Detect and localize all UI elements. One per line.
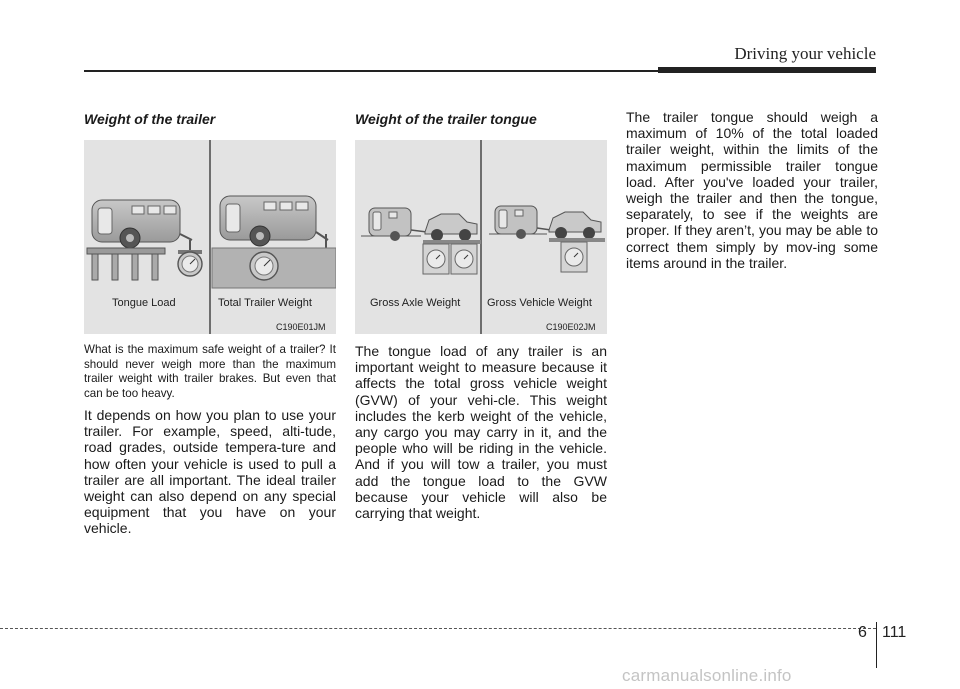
figure-label-tongue-load: Tongue Load [112,297,176,309]
section-title-trailer-weight: Weight of the trailer [84,111,216,127]
figure-code: C190E02JM [546,322,596,332]
chapter-number: 6 [858,624,867,641]
body-paragraph-trailer-weight: It depends on how you plan to use your trailer. For example, speed, alti-tude, road grades, outside tempera-ture and how often your vehicle is used to pull a trailer are all important. The ideal trailer weight can also depend on any special equipment that you have on your vehicle. [84,407,336,537]
figure-label-gross-axle-weight: Gross Axle Weight [370,297,461,309]
header-rule [84,70,658,72]
page-number-divider [876,622,877,668]
trailer-scale-icon [250,252,278,280]
tongue-scale-icon [178,240,202,276]
body-paragraph-tongue-weight: The tongue load of any trailer is an important weight to measure because it affects the total gross vehicle weight (GVW) of your vehi-cle. This weight includes the kerb weight of the vehicle, any cargo you may carry in it, and the people who will be riding in the vehicle. And if you will tow a trailer, you must add the tongue load to the GVW because your vehicle will also be carrying that weight. [355,343,607,522]
header-rule-accent [658,67,876,73]
body-paragraph-tongue-limit: The trailer tongue should weigh a maximum of 10% of the total loaded trailer weight, within the limits of the maximum permissible trailer tongue load. After you've loaded your trailer, weigh the trailer and then the tongue, separately, to see if the weights are proper. If they aren’t, you may be able to correct them simply by mov-ing some items around in the trailer. [626,109,878,271]
gross-axle-weight-icon [361,208,481,274]
figure-label-total-trailer-weight: Total Trailer Weight [218,297,312,309]
footer-rule [0,628,876,629]
gross-vehicle-weight-icon [489,206,605,272]
watermark: carmanualsonline.info [622,666,792,685]
figure-code: C190E01JM [276,322,326,332]
tongue-load-trailer-icon [87,200,192,280]
figure-caption: What is the maximum safe weight of a trailer? It should never weigh more than the maximum trailer weight with trailer brakes. But even that can be too heavy. [84,343,336,400]
figure-label-gross-vehicle-weight: Gross Vehicle Weight [487,297,592,309]
running-header: Driving your vehicle [734,44,876,63]
page-number: 111 [882,624,907,641]
section-title-tongue-weight: Weight of the trailer tongue [355,111,537,127]
